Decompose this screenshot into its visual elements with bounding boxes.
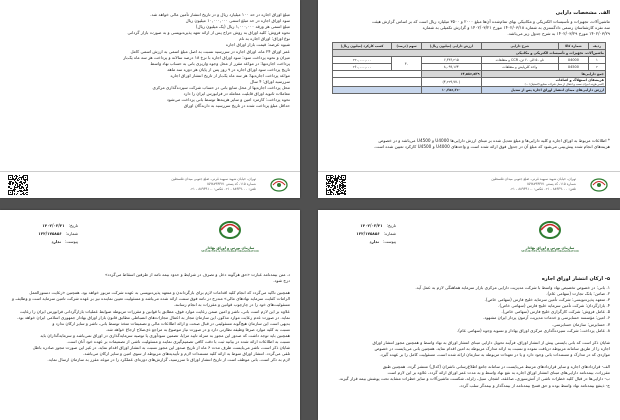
text-line: الف- قراردادهای اجاره و سایر قراردادهای مرتبط می‌بایست در سامانه جامع اطلاع‌رسانی ناشران (کدال) منتشر گردد. همچنین طبق xyxy=(382,364,610,370)
text-line: * اطلاعات مربوط به اوراق اجاره و کلیه دارایی‌ها و مبلغ تعدیل شده بر مبنای ارزش دارایی‌ها U4000 و U4500 می‌باشد و در خصوص xyxy=(378,138,610,143)
text-line: تهران، خیابان شهید سپهبد قرنی، ضلع جنوبی میدان فلسطین xyxy=(171,177,256,181)
text-line: مبلغ اوراق اجاره در حد ۱۰۰ میلیارد ریال و در تاریخ انتشار تأمین مالی خواهد شد. xyxy=(150,12,290,17)
text-line: شیوه عرضه: قیمت بازار اوراق اجاره xyxy=(225,42,290,48)
text-line: همچنین تاکید می‌گردد که انجام کلیه اقدامات لازم برای بازگرداندن و متعهد پذیره‌نویسی به عهده شرکت مزبور خواهد بود. همچنین «رعایت دستورالعمل xyxy=(29,290,290,296)
seo-logo xyxy=(510,218,590,253)
table-cell: ناو ۵۰ الی ۶۰ تن، CCR و متعلقات xyxy=(481,57,558,64)
letter-number xyxy=(326,230,396,238)
asset-table-header-row xyxy=(333,43,606,50)
seo-logo-icon xyxy=(190,218,270,246)
text-line: ۳. متعهد پذیره‌نویسی: شرکت تأمین سرمایه خلیج فارس (سهامی خاص). xyxy=(484,297,610,303)
text-line: نسبت به کلیه موارد صرفا وظیفه نظارتی دارد و در صورت نیاز موضوع به مراجع ذی‌صلاح ارجاع خواهد شد. xyxy=(105,326,290,332)
page2-intro xyxy=(328,19,610,37)
text-line: ۱. بانی: در خصوص تخصیص نهاد واسط با شرکت مدیریت دارایی مرکزی بازار سرمایه هماهنگی لازم به عمل آید. xyxy=(415,285,610,290)
discount-note: (کسر هزینه اجرای نصب و انتقال از محل شرکت صنایع (لاستیک) ...) xyxy=(524,82,604,86)
text-line: الزامات کفایت سرمایه نهادهای مالی» مندرج در نامه فوق سمت ارائه شده می‌باشد و مسئولیت تعیین نماینده نیز بر عهده شرکت تامین سرمایه است و وظایف و xyxy=(12,296,290,302)
table-header-cell: کسب کارکرد (میلیون ریال) xyxy=(333,43,392,50)
number-label: شماره: xyxy=(383,231,396,236)
letter-meta xyxy=(8,222,78,246)
document-page-1 xyxy=(0,0,300,198)
attach-label: پیوست: xyxy=(382,239,396,244)
page2-footer-address xyxy=(491,177,576,191)
text-line: شایان ذکر است که بانی بایستی پیش از انتشار اوراق، فرآیند تحویل دارایی مبنای انتشار اوراق به نهاد واسط و همچنین مجوز انتشار اوراق xyxy=(372,339,610,345)
asset-section-heading: الف. مشخصات دارایی xyxy=(555,10,610,16)
text-line: سه نفره کارشناسان رسمی دادگستری به شماره ۱۴۰۲/۰۳/۱۸ مورخ ۱۴۰۲/۰۳/۲۱ و گزارش تکمیلی به شماره xyxy=(422,25,610,31)
subtotal-row xyxy=(333,71,606,78)
page2-footer xyxy=(318,171,620,198)
page1-body xyxy=(10,12,290,110)
table-header-cell: شرح دارایی xyxy=(481,43,558,50)
table-cell: ۳۰ xyxy=(392,57,422,71)
text-line: مواعد پرداخت اجاره‌بها: هر سه ماه یک‌بار از تاریخ انتشار اوراق اجاره xyxy=(170,72,290,78)
table-cell: ۱ xyxy=(588,57,605,64)
text-line: تلقی می‌گردد. انتشار اوراق منوط به ارائه کلیه مستندات لازم و تأییدیه‌های مربوطه از سوی امین و سایر ارکان می‌باشد. xyxy=(83,351,290,357)
page3-body xyxy=(10,272,290,363)
text-line: نسبت به اطلاعات ارائه شده در بیانیه ثبت با دقت کافی تصمیم‌گیری نمایند و مسئولیت ناشی از تصمیمات بر عهده خود آنان است. xyxy=(66,339,290,345)
document-page-4 xyxy=(318,210,620,420)
table-header-cell: ارزش دارایی (میلیون ریال) xyxy=(422,43,482,50)
table-header-cell: ردیف xyxy=(588,43,605,50)
text-line: حداقل مبلغ پرداخت شده در تاریخ سررسید به دارندگان اوراق xyxy=(183,103,290,109)
text-line: سود اوراق اجاره در حد مبلغ اسمی ۱۰,۰۰۰,۰۰۰ میلیون ریال xyxy=(185,18,290,24)
text-line: ۵. عامل فروش: شرکت کارگزاری خلیج فارس (سهامی خاص). xyxy=(501,309,610,315)
text-line: ج- ذینفع بیمه‌نامه نهاد واسط بوده و حق فسخ بیمه‌نامه از بیمه‌گذار و بیمه‌گر سلب گردد. xyxy=(458,382,610,388)
text-line: پرداخت اجاره‌بها: در مواعد مقرر از محل وجوه واریزی بانی به حساب نهاد واسط xyxy=(150,60,290,66)
text-line: اجاره را از طریق سامانه مربوطه دریافت نموده و نسبت به ارائه مدارک مربوطه به امین اقدام نماید. همچنین بانی می‌بایست در خصوص xyxy=(374,345,610,351)
text-line: تهران، خیابان شهید سپهبد قرنی، ضلع جنوبی میدان فلسطین xyxy=(491,177,576,181)
document-page-2 xyxy=(318,0,620,198)
asset-table-wrap xyxy=(332,42,606,94)
discount-title: هزینه‌های استهلاک و اضافات xyxy=(555,78,604,82)
total-label: ارزش دارایی‌های مبنای انتشار اوراق اجاره پس از تعدیل xyxy=(481,87,605,94)
number-value: ۱۲۲/۱۷۵۸۵۶ xyxy=(356,231,380,236)
asset-table-section-row xyxy=(333,50,606,57)
text-line: ۶. امین: مؤسسه حسابرسی و خدمات مدیریت آزمون پرداز ایران مشهود. xyxy=(483,315,610,321)
text-line: ۷. حسابرس: سازمان حسابرسی. xyxy=(552,321,610,327)
text-line: ۴. بازارگردان: شرکت تأمین سرمایه خلیج فارس (سهامی خاص). xyxy=(498,303,610,309)
table-header-cell: سهم (درصد) xyxy=(392,43,422,50)
organization-logo-icon xyxy=(264,176,294,194)
table-cell: ۸,۰۹۹,۱۶۴ xyxy=(422,64,482,71)
text-line: شماره ۱۱۵، کد پستی ۱۵۹۸۷۹۴۳۷۱ xyxy=(526,181,576,186)
text-line: ب- دارایی‌ها در قبال کلیه خطرات ناشی از آتش‌سوزی، صاعقه، انفجار، سیل، زلزله، شکست ماشین‌آلات و سایر خطرات مشابه تحت پوشش بیمه قرار گیرند. xyxy=(338,376,610,382)
table-cell: ۲۲۰,۰۰۰,۰۰۰ xyxy=(333,57,392,64)
attach-value: ندارد xyxy=(369,239,379,244)
text-line: د. متن بیمه‌نامه عبارت «حق هرگونه دخل و تصرف در شرایط و حدود بیمه نامه از طرفین اسقاط می‌گردد» xyxy=(105,272,290,277)
text-line: ۱۴۰۲/۰۳/۲۹ مورخ ۱۴۰۲/۰۳/۲۹ به شرح جدول زیر می‌باشد. xyxy=(507,31,610,37)
table-row xyxy=(333,57,606,64)
subtotal-label: جمع دارایی‌ها xyxy=(481,71,605,78)
total-value: ۱۰,۳۵۶,۳۶۰ xyxy=(422,87,482,94)
seo-logo-subtitle: SECURITIES & EXCHANGE ORGANIZATION xyxy=(521,250,579,253)
number-value: ۱۲۲/۱۷۵۸۵۶ xyxy=(38,231,62,236)
text-line: نماید. در صورت عدم رعایت موارد مذکور، این سازمان مجاز به اعمال مجازات‌های انضباطی مطابق قانون بازار اوراق بهادار جمهوری اسلامی ایران خواهد بود. xyxy=(17,314,290,320)
table-cell: واحد کلرپایش و متعلقات xyxy=(481,64,558,71)
organization-logo-icon xyxy=(584,176,614,194)
table-row xyxy=(333,64,606,71)
text-line: درج شود. xyxy=(273,278,290,284)
seo-logo-subtitle: SECURITIES & EXCHANGE ORGANIZATION xyxy=(201,250,259,253)
date-value: ۱۴۰۲/۰۳/۲۱ xyxy=(42,223,65,228)
table-cell: U4000 xyxy=(558,57,588,64)
page4-body xyxy=(328,285,610,389)
letter-attachment xyxy=(8,238,78,246)
text-line: تلفن: ۸۸۹۳۹۰۰۰ - ۰۲۱ فکس: ۸۸۹۳۹۱۰۰ - ۰۲۱ xyxy=(509,186,576,191)
text-line: نوع اوراق: اوراق اجاره به نام xyxy=(239,36,290,42)
seo-logo xyxy=(190,218,270,253)
text-line: معاملات ثانویه اوراق قابلیت معامله در فرابورس ایران را دارد xyxy=(183,91,290,97)
table-cell: ۲۶۰,۰۰۰,۰۰۰ xyxy=(333,64,392,71)
table-cell: ۲ xyxy=(588,64,605,71)
text-line: لازم به ذکر است، بانی موظف است از تاریخ انتشار اوراق تا سررسید، گزارش‌های دوره‌ای عملکرد را در موعد مقرر به سازمان ارسال نماید. xyxy=(47,357,290,363)
text-line: شماره ۱۱۵، کد پستی ۱۵۹۸۷۹۴۳۷۱ xyxy=(206,181,256,186)
page2-notes xyxy=(328,138,610,150)
seo-logo-icon xyxy=(510,218,590,246)
number-label: شماره: xyxy=(65,231,78,236)
letter-number xyxy=(8,230,78,238)
text-line: میزان و نحوه پرداخت سود: سود اوراق اجاره با نرخ ۱۸ درصد سالانه و پرداخت هر سه ماه یک‌بار xyxy=(123,54,290,60)
text-line: هزینه‌های انجام شده پیش‌بینی می‌شود که مبلغ آن در جدول فوق ارائه شده است و واحدهای U4000 و U4500 کارکرد تعیین شده است. xyxy=(373,144,610,150)
text-line: مسئولیت‌های خود را در چارچوب قوانین و مقررات به انجام رسانند. xyxy=(173,302,290,308)
attach-label: پیوست: xyxy=(64,239,78,244)
text-line: ۸. عامل پرداخت: شرکت سپرده‌گذاری مرکزی اوراق بهادار و تسویه وجوه (سهامی عام). xyxy=(456,327,610,333)
text-line: شایان ذکر است، ناشر می‌بایست ظرف مدت ۶ ماه از تاریخ صدور این مجوز نسبت به انتشار اوراق اقدام نماید. در غیر این صورت مجوز صادره باطل xyxy=(32,345,290,351)
text-line: ۲. ضامن: بانک تجارت (سهامی عام). xyxy=(546,291,610,297)
asset-table xyxy=(332,42,606,94)
total-row xyxy=(333,87,606,94)
text-line: نحوه پرداخت: کارمزد امین و سایر هزینه‌ها توسط بانی پرداخت می‌شود xyxy=(166,97,290,103)
date-label: تاریخ: xyxy=(386,223,396,228)
discount-value: (۴,۲۲۹,۷۷۰) xyxy=(422,78,482,87)
letter-date xyxy=(326,222,396,230)
text-line: تاریخ پرداخت سود اوراق اجاره در ۹ روز پس از پایان هر دوره سه ماهه xyxy=(167,66,290,72)
text-line: بدیهی است این سازمان هیچ‌گونه مسئولیتی در قبال صحت و ارائه اطلاعات مالی و تصمیمات متخذ توسط بانی، ناشر و سایر ارکان ندارد و xyxy=(52,320,290,326)
table-cell: U4500 xyxy=(558,64,588,71)
text-line: همچنین باید توجه داشت که صدور این مجوز به منزله تایید مزایا، تضمین سودآوری یا توصیه سرمایه‌گذاری در اوراق نمی‌باشد و سرمایه‌گذاران باید xyxy=(40,332,290,338)
table-header-cell: شماره کالا xyxy=(558,43,588,50)
seo-logo-name: سازمان بورس و اوراق بهادار xyxy=(205,246,255,250)
date-value: ۱۴۰۲/۰۳/۲۱ xyxy=(360,223,383,228)
letter-meta xyxy=(326,222,396,246)
date-label: تاریخ: xyxy=(68,223,78,228)
qr-code-icon xyxy=(8,175,28,195)
attach-value: ندارد xyxy=(51,239,61,244)
text-line: نحوه فروش: کلیه اوراق به روش حراج پس از ارائه تعهد پذیره‌نویسی و به صورت بازار گردانی xyxy=(127,30,290,36)
text-line: تلفن: ۸۸۹۳۹۰۰۰ - ۰۲۱ فکس: ۸۸۹۳۹۱۰۰ - ۰۲۱ xyxy=(189,186,256,191)
letter-date xyxy=(8,222,78,230)
table-cell: ۶,۳۳۶,۲۱۵ xyxy=(422,57,482,64)
letter-attachment xyxy=(326,238,396,246)
text-line: علاوه بر این لازم است بانی، ناشر و امین ضمن رعایت موارد فوق، مطابق با قوانین و مقررات مربوطه ضوابط عملیات بازارگردانی فرابورس ایران را رعایت xyxy=(19,308,290,314)
text-line: محل پرداخت اجاره‌بها از محل منابع بانی در حساب شرکت سپرده‌گذاری مرکزی xyxy=(152,85,290,91)
document-page-3 xyxy=(0,210,300,420)
text-line: ماشین‌آلات، تجهیزات و تأسیسات الکتریکی و مکانیکی بهای تمام‌شده آن‌ها مبلغ ۲۰۰۰ و ۳۵۰۰ میلیارد ریال است که بر اساس گزارش هیئت xyxy=(371,19,610,24)
subtotal-value: ۱۴,۵۸۶,۵۲۹ xyxy=(422,71,482,78)
seo-logo-name: سازمان بورس و اوراق بهادار xyxy=(525,246,575,250)
text-line: مقررات، بیمه‌نامه دارایی‌های مبنای انتشار اوراق اجاره به نفع نهاد واسط و به مدت عمر اوراق ارائه گردد، علاوه بر این لازم است xyxy=(387,370,610,376)
text-line: عمر اوراق ۲۴ ماه، اوراق اجاره در سررسید نسبت به اصل مبلغ اسمی به ارزش اسمی کامل xyxy=(130,48,290,54)
page1-footer-address xyxy=(171,177,256,191)
text-line: سررسید اوراق: ۴ سال xyxy=(250,79,290,85)
qr-code-icon xyxy=(326,175,346,195)
discount-row xyxy=(333,78,606,87)
page1-footer xyxy=(0,171,300,198)
text-line: مبلغ اسمی هر ورقه ۱,۰۰۰,۰۰۰ ریال (یک میلیون ریال) xyxy=(195,24,290,30)
issuance-parties-heading: ۵- ارکان انتشار اوراق اجاره xyxy=(541,276,610,282)
asset-table-section-label: ماشین‌آلات، تجهیزات و تأسیسات الکتریکی و مکانیکی xyxy=(333,50,606,57)
text-line: مواردی که در مدارک و مستندات بانی وجود دارد و یا در تعهدات مربوطه به سازمان ارائه شده است، مسئولیت کامل را بر عهده گیرد. xyxy=(379,352,610,358)
discount-label xyxy=(481,78,605,87)
